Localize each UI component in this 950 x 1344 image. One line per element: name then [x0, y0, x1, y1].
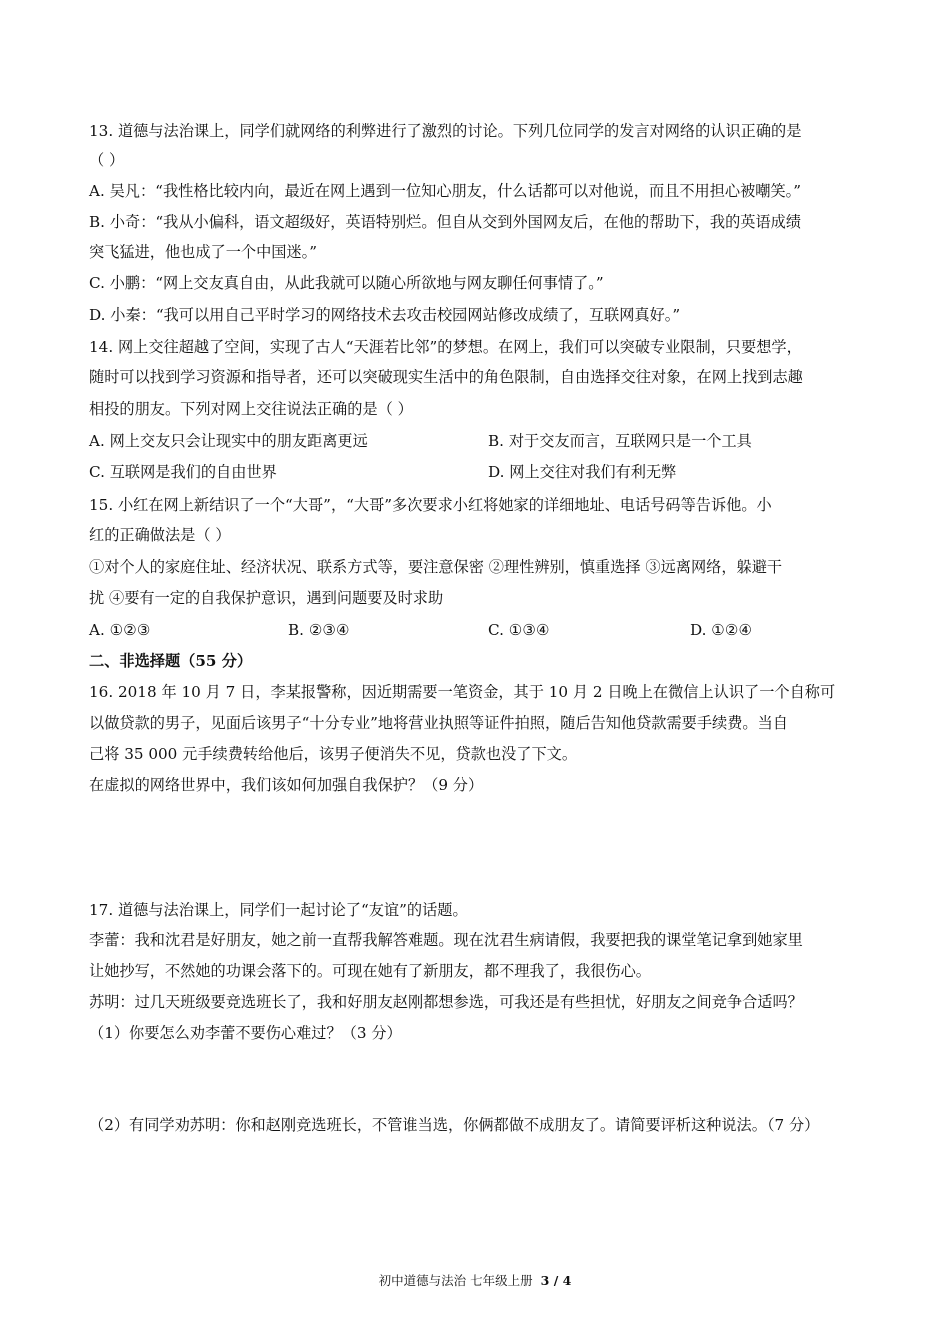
q16-question: 在虚拟的网络世界中，我们该如何加强自我保护？（9 分）: [89, 776, 484, 794]
q16-line2: 以做贷款的男子，见面后该男子“十分专业”地将营业执照等证件拍照，随后告知他贷款需要手续费。当自: [89, 714, 788, 732]
q13-stem-line2: （ ）: [89, 151, 125, 169]
q15-option-d: D. ①②④: [690, 621, 753, 639]
q15-statements-line2: 扰 ④要有一定的自我保护意识，遇到问题要及时求助: [89, 589, 444, 607]
q14-stem-line1: 14. 网上交往超越了空间，实现了古人“天涯若比邻”的梦想。在网上，我们可以突破专业限制，只要想学，: [89, 338, 802, 356]
q13-option-b-line2: 突飞猛进，他也成了一个中国迷。”: [89, 243, 317, 261]
q14-option-d: D. 网上交往对我们有利无弊: [488, 463, 677, 481]
footer-course-label: 初中道德与法治 七年级上册: [378, 1273, 533, 1288]
q17-line4: 苏明：过几天班级要竞选班长了，我和好朋友赵刚都想参选，可我还是有些担忧，好朋友之间竞争合适吗？: [89, 993, 803, 1011]
q17-part1: （1）你要怎么劝李蕾不要伤心难过？（3 分）: [89, 1024, 402, 1042]
q15-option-c: C. ①③④: [488, 621, 550, 639]
q15-option-b: B. ②③④: [288, 621, 350, 639]
page-number: 3 / 4: [540, 1273, 572, 1288]
q15-statements-line1: ①对个人的家庭住址、经济状况、联系方式等，要注意保密 ②理性辨别，慎重选择 ③远离网络，躲避干: [89, 558, 783, 576]
q16-line3: 己将 35 000 元手续费转给他后，该男子便消失不见，贷款也没了下文。: [89, 745, 578, 763]
q17-part2: （2）有同学劝苏明：你和赵刚竞选班长，不管谁当选，你俩都做不成朋友了。请简要评析这种说法。（7 分）: [89, 1116, 820, 1134]
q14-stem-line3: 相投的朋友。下列对网上交往说法正确的是（ ）: [89, 400, 413, 418]
q14-option-a: A. 网上交友只会让现实中的朋友距离更远: [89, 432, 368, 450]
q15-stem-line1: 15. 小红在网上新结识了一个“大哥”，“大哥”多次要求小红将她家的详细地址、电话号码等告诉他。小: [89, 496, 772, 514]
q17-line2: 李蕾：我和沈君是好朋友，她之前一直帮我解答难题。现在沈君生病请假，我要把我的课堂笔记拿到她家里: [89, 931, 803, 949]
q17-line1: 17. 道德与法治课上，同学们一起讨论了“友谊”的话题。: [89, 901, 468, 919]
q13-option-a: A. 吴凡：“我性格比较内向，最近在网上遇到一位知心朋友，什么话都可以对他说，而且不用担心被嘲笑。”: [89, 182, 801, 200]
q13-option-d: D. 小秦：“我可以用自己平时学习的网络技术去攻击校园网站修改成绩了，互联网真好。”: [89, 306, 681, 324]
q14-option-c: C. 互联网是我们的自由世界: [89, 463, 277, 481]
section-heading: 二、非选择题（55 分）: [89, 652, 253, 670]
page-footer: [0, 1272, 950, 1290]
q13-stem-line1: 13. 道德与法治课上，同学们就网络的利弊进行了激烈的讨论。下列几位同学的发言对网络的认识正确的是: [89, 122, 802, 140]
q15-stem-line2: 红的正确做法是（ ）: [89, 526, 231, 544]
q14-stem-line2: 随时可以找到学习资源和指导者，还可以突破现实生活中的角色限制，自由选择交往对象，在网上找到志趣: [89, 368, 803, 386]
q17-line3: 让她抄写，不然她的功课会落下的。可现在她有了新朋友，都不理我了，我很伤心。: [89, 962, 651, 980]
q14-option-b: B. 对于交友而言，互联网只是一个工具: [488, 432, 752, 450]
q16-line1: 16. 2018 年 10 月 7 日，李某报警称，因近期需要一笔资金，其于 10 月 2 日晚上在微信上认识了一个自称可: [89, 683, 836, 701]
q13-option-c: C. 小鹏：“网上交友真自由，从此我就可以随心所欲地与网友聊任何事情了。”: [89, 274, 604, 292]
q13-option-b-line1: B. 小奇：“我从小偏科，语文超级好，英语特别烂。但自从交到外国网友后，在他的帮助下，我的英语成绩: [89, 213, 802, 231]
q15-option-a: A. ①②③: [89, 621, 151, 639]
